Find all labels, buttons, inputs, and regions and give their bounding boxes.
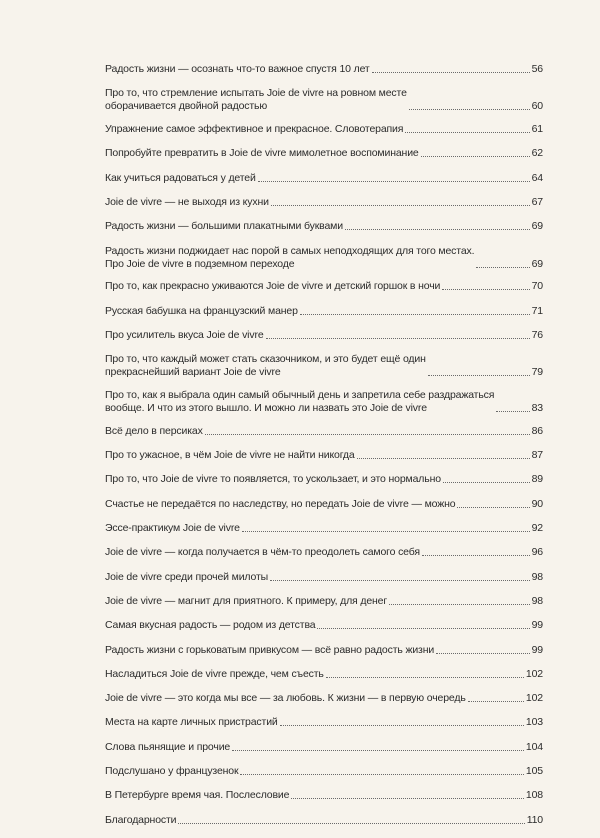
toc-entry (105, 473, 543, 486)
toc-entry (105, 789, 543, 802)
dot-leader (405, 132, 529, 133)
toc-entry-title: Радость жизни поджидает нас порой в самых неподходящих для того местах. Про Joie de vivre в подземном переходе (105, 244, 475, 270)
dot-leader (266, 338, 530, 339)
toc-entry-title: Joie de vivre — когда получается в чём-то преодолеть самого себя (105, 546, 420, 559)
toc-entry-page-number: 71 (531, 304, 543, 317)
toc-entry-page-number: 79 (531, 366, 543, 379)
toc-entry-title: Благодарности (105, 813, 177, 826)
toc-entry (105, 87, 543, 113)
toc-entry-page-number: 67 (531, 195, 543, 208)
toc-entry-page-number: 103 (525, 716, 543, 729)
dot-leader (205, 434, 530, 435)
toc-entry (105, 814, 543, 827)
dot-leader (240, 774, 523, 775)
toc-entry (105, 425, 543, 438)
toc-entry-page-number: 89 (531, 473, 543, 486)
toc-entry-page-number: 87 (531, 449, 543, 462)
dot-leader (442, 289, 529, 290)
toc-entry (105, 546, 543, 559)
dot-leader (326, 677, 524, 678)
toc-entry-page-number: 98 (531, 570, 543, 583)
toc-entry (105, 63, 543, 76)
toc-entry-page-number: 96 (531, 546, 543, 559)
toc-entry-page-number: 90 (531, 497, 543, 510)
toc-entry-title: Про то, как я выбрала один самый обычный день и запретила себе раздражаться вообще. И что из этого вышло. И можно ли назвать это Joie de vivre (105, 389, 495, 415)
toc-entry (105, 498, 543, 511)
dot-leader (428, 375, 530, 376)
toc-entry-title: Эссе-практикум Joie de vivre (105, 522, 240, 535)
toc-entry-page-number: 105 (525, 765, 543, 778)
toc-entry-page-number: 69 (531, 257, 543, 270)
dot-leader (436, 653, 530, 654)
toc-entry-title: Joie de vivre — магнит для приятного. К примеру, для денег (105, 594, 388, 607)
toc-entry-title: Про усилитель вкуса Joie de vivre (105, 328, 264, 341)
toc-entry (105, 644, 543, 657)
toc-entry (105, 172, 543, 185)
dot-leader (468, 701, 524, 702)
toc-entry-title: Счастье не передаётся по наследству, но передать Joie de vivre — можно (105, 497, 456, 510)
toc-entry-page-number: 102 (525, 667, 543, 680)
toc-entry-title: Всё дело в персиках (105, 424, 203, 437)
toc-entry-title: Про то, что Joie de vivre то появляется, то ускользает, и это нормально (105, 473, 441, 486)
toc-entry-page-number: 99 (531, 643, 543, 656)
toc-entry (105, 571, 543, 584)
toc-entry (105, 196, 543, 209)
toc-entry-title: Как учиться радоваться у детей (105, 171, 256, 184)
toc-entry-page-number: 62 (531, 147, 543, 160)
book-page (50, 0, 550, 826)
toc-entry-page-number: 69 (531, 220, 543, 233)
toc-entry (105, 389, 543, 415)
toc-entry-title: Самая вкусная радость — родом из детства (105, 619, 316, 632)
toc-entry-title: Попробуйте превратить в Joie de vivre мимолетное воспоминание (105, 147, 419, 160)
toc-entry-title: Радость жизни — осознать что-то важное спустя 10 лет (105, 63, 370, 75)
dot-leader (422, 555, 530, 556)
dot-leader (357, 458, 530, 459)
dot-leader (457, 507, 529, 508)
toc-entry-title: Про то ужасное, в чём Joie de vivre не найти никогда (105, 449, 355, 462)
toc-entry-page-number: 70 (531, 280, 543, 293)
toc-entry (105, 716, 543, 729)
dot-leader (300, 314, 530, 315)
toc-entry (105, 595, 543, 608)
toc-entry (105, 765, 543, 778)
toc-entry (105, 123, 543, 136)
dot-leader (421, 156, 530, 157)
toc-entry (105, 280, 543, 293)
toc-entry (105, 449, 543, 462)
toc-entry (105, 522, 543, 535)
toc-entry-title: В Петербурге время чая. Послесловие (105, 789, 290, 802)
toc-entry-title: Слова пьянящие и прочие (105, 740, 231, 753)
dot-leader (291, 798, 524, 799)
toc-entry-title: Joie de vivre среди прочей милоты (105, 570, 269, 583)
toc-entry (105, 353, 543, 379)
toc-entry-page-number: 76 (531, 328, 543, 341)
table-of-contents (105, 63, 543, 838)
toc-entry-page-number: 110 (526, 813, 543, 826)
toc-entry-page-number: 61 (531, 123, 543, 136)
toc-entry-title: Радость жизни с горьковатым привкусом — всё равно радость жизни (105, 643, 435, 656)
dot-leader (242, 531, 530, 532)
toc-entry-title: Про то, как прекрасно уживаются Joie de vivre и детский горшок в ночи (105, 280, 441, 293)
toc-entry (105, 692, 543, 705)
toc-entry-title: Насладиться Joie de vivre прежде, чем съесть (105, 667, 324, 680)
toc-entry-title: Русская бабушка на французский манер (105, 304, 298, 317)
toc-entry (105, 741, 543, 754)
toc-entry (105, 668, 543, 681)
toc-entry-title: Про то, что каждый может стать сказочником, и это будет ещё один прекраснейший вариант Joie de vivre (105, 353, 426, 379)
toc-entry (105, 305, 543, 318)
dot-leader (443, 482, 530, 483)
toc-entry-page-number: 86 (531, 424, 543, 437)
toc-entry (105, 220, 543, 233)
toc-entry-page-number: 64 (531, 171, 543, 184)
toc-entry (105, 619, 543, 632)
toc-entry-title: Радость жизни — большими плакатными буквами (105, 220, 343, 233)
dot-leader (389, 604, 530, 605)
toc-entry-page-number: 60 (531, 100, 543, 113)
toc-entry-title: Подслушано у французенок (105, 765, 239, 778)
dot-leader (317, 628, 529, 629)
toc-entry-page-number: 98 (531, 594, 543, 607)
dot-leader (409, 109, 530, 110)
toc-entry-title: Упражнение самое эффективное и прекрасное. Словотерапия (105, 123, 404, 136)
toc-entry-title: Про то, что стремление испытать Joie de vivre на ровном месте оборачивается двойной радостью (105, 87, 407, 113)
toc-entry-title: Joie de vivre — это когда мы все — за любовь. К жизни — в первую очередь (105, 692, 466, 705)
toc-entry-page-number: 102 (525, 692, 543, 705)
toc-entry-page-number: 83 (531, 402, 543, 415)
dot-leader (372, 72, 530, 73)
toc-entry-page-number: 104 (525, 740, 543, 753)
dot-leader (345, 229, 530, 230)
toc-entry (105, 245, 543, 271)
dot-leader (280, 725, 524, 726)
toc-entry-page-number: 92 (531, 522, 543, 535)
toc-entry-page-number: 56 (531, 63, 543, 75)
dot-leader (476, 267, 529, 268)
dot-leader (270, 580, 530, 581)
toc-entry (105, 329, 543, 342)
dot-leader (271, 205, 530, 206)
toc-entry-title: Места на карте личных пристрастий (105, 716, 278, 729)
toc-entry (105, 147, 543, 160)
toc-entry-page-number: 99 (531, 619, 543, 632)
dot-leader (178, 823, 524, 824)
dot-leader (258, 181, 530, 182)
toc-entry-page-number: 108 (525, 789, 543, 802)
dot-leader (496, 411, 529, 412)
toc-entry-title: Joie de vivre — не выходя из кухни (105, 195, 269, 208)
